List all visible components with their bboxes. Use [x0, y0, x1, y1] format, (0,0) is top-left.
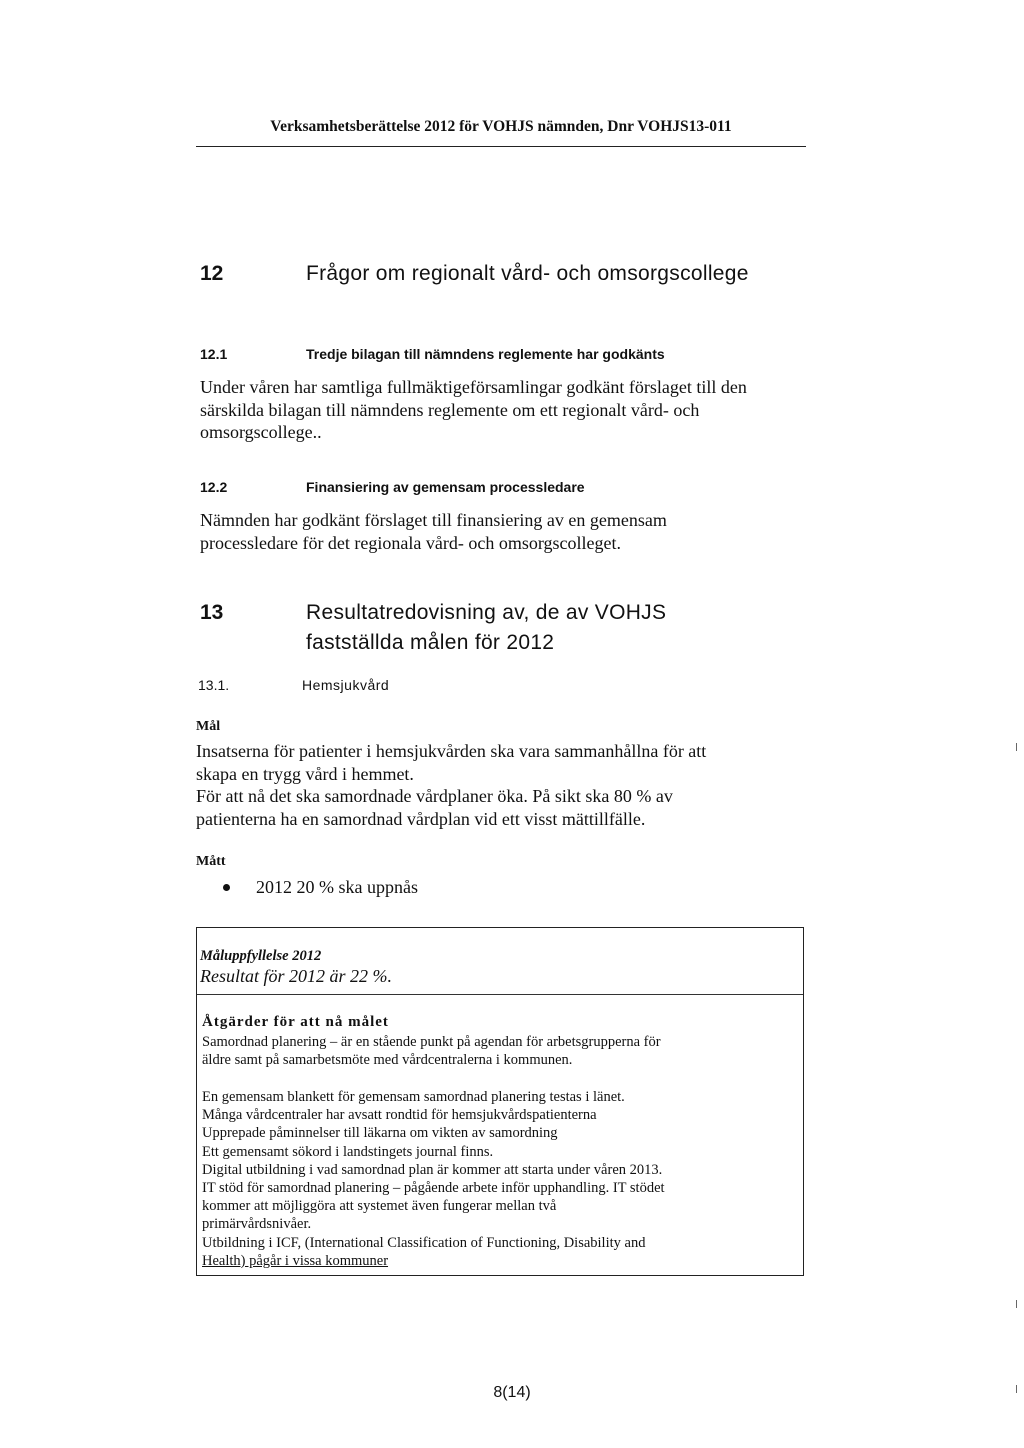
subsection-12-1-body: Under våren har samtliga fullmäktigeförsamlingar godkänt förslaget till den särskilda bilagan till nämndens reglemente om ett regionalt vård- och omsorgscollege.. [200, 377, 747, 442]
subsection-12-1-title: Tredje bilagan till nämndens reglemente har godkänts [306, 346, 665, 362]
result-text: Resultat för 2012 är 22 %. [200, 966, 392, 986]
subsection-12-2-title: Finansiering av gemensam processledare [306, 479, 585, 495]
scan-edge-mark [1016, 1385, 1017, 1393]
action-line: primärvårdsnivåer. [202, 1216, 312, 1233]
goal-line: Insatserna för patienter i hemsjukvården ska vara sammanhållna för att [196, 741, 707, 761]
goal-text [196, 740, 806, 830]
measure-bullet-text: 2012 20 % ska uppnås [256, 877, 418, 897]
goal-line: skapa en trygg vård i hemmet. [196, 763, 414, 784]
section-13-number: 13 [200, 601, 224, 624]
scan-edge-mark [1016, 743, 1017, 751]
action-line: Många vårdcentraler har avsatt rondtid för hemsjukvårdspatienterna [202, 1107, 597, 1124]
section-12-number: 12 [200, 262, 224, 285]
subsection-13-1-title: Hemsjukvård [302, 677, 390, 693]
subsection-12-2-body: Nämnden har godkänt förslaget till finansiering av en gemensam processledare för det regionala vård- och omsorgscolleget. [200, 510, 667, 553]
box-divider [197, 994, 803, 995]
action-line: Samordnad planering – är en stående punkt på agendan för arbetsgrupperna för [202, 1034, 661, 1050]
page-number: 8(14) [493, 1384, 531, 1401]
actions-label: Åtgärder för att nå målet [202, 1014, 389, 1030]
subsection-12-2-number: 12.2 [200, 479, 228, 495]
section-13-title: Resultatredovisning av, de av VOHJS fastställda målen för 2012 [306, 601, 667, 654]
actions-text-1 [202, 1033, 798, 1069]
section-12-title: Frågor om regionalt vård- och omsorgscollege [306, 262, 749, 285]
subsection-12-1-number: 12.1 [200, 346, 228, 362]
action-line: kommer att möjliggöra att systemet även fungerar mellan två [202, 1198, 557, 1215]
action-line: Upprepade påminnelser till läkarna om vikten av samordning [202, 1125, 558, 1142]
header-rule [196, 146, 806, 147]
goal-line: För att nå det ska samordnade vårdplaner öka. På sikt ska 80 % av [196, 786, 673, 806]
measure-label: Mått [196, 854, 226, 869]
goal-line: patienterna ha en samordnad vårdplan vid ett visst mättillfälle. [196, 808, 646, 829]
action-line: Utbildning i ICF, (International Classification of Functioning, Disability and [202, 1234, 646, 1251]
bullet-icon [223, 884, 230, 891]
fulfilment-label: Måluppfyllelse 2012 [200, 948, 322, 964]
subsection-13-1-number: 13.1. [198, 677, 230, 693]
action-line: Health) pågår i vissa kommuner [202, 1252, 389, 1269]
running-header: Verksamhetsberättelse 2012 för VOHJS nämnden, Dnr VOHJS13-011 [270, 118, 732, 135]
action-line: äldre samt på samarbetsmöte med vårdcentralerna i kommunen. [202, 1052, 573, 1069]
action-line: En gemensam blankett för gemensam samordnad planering testas i länet. [202, 1089, 625, 1105]
actions-text-2 [202, 1088, 798, 1270]
action-line: IT stöd för samordnad planering – pågående arbete inför upphandling. IT stödet [202, 1180, 665, 1197]
goal-label: Mål [196, 719, 221, 734]
action-line: Digital utbildning i vad samordnad plan är kommer att starta under våren 2013. [202, 1161, 663, 1178]
action-line: Ett gemensamt sökord i landstingets journal finns. [202, 1143, 494, 1160]
scan-edge-mark [1016, 1300, 1017, 1308]
